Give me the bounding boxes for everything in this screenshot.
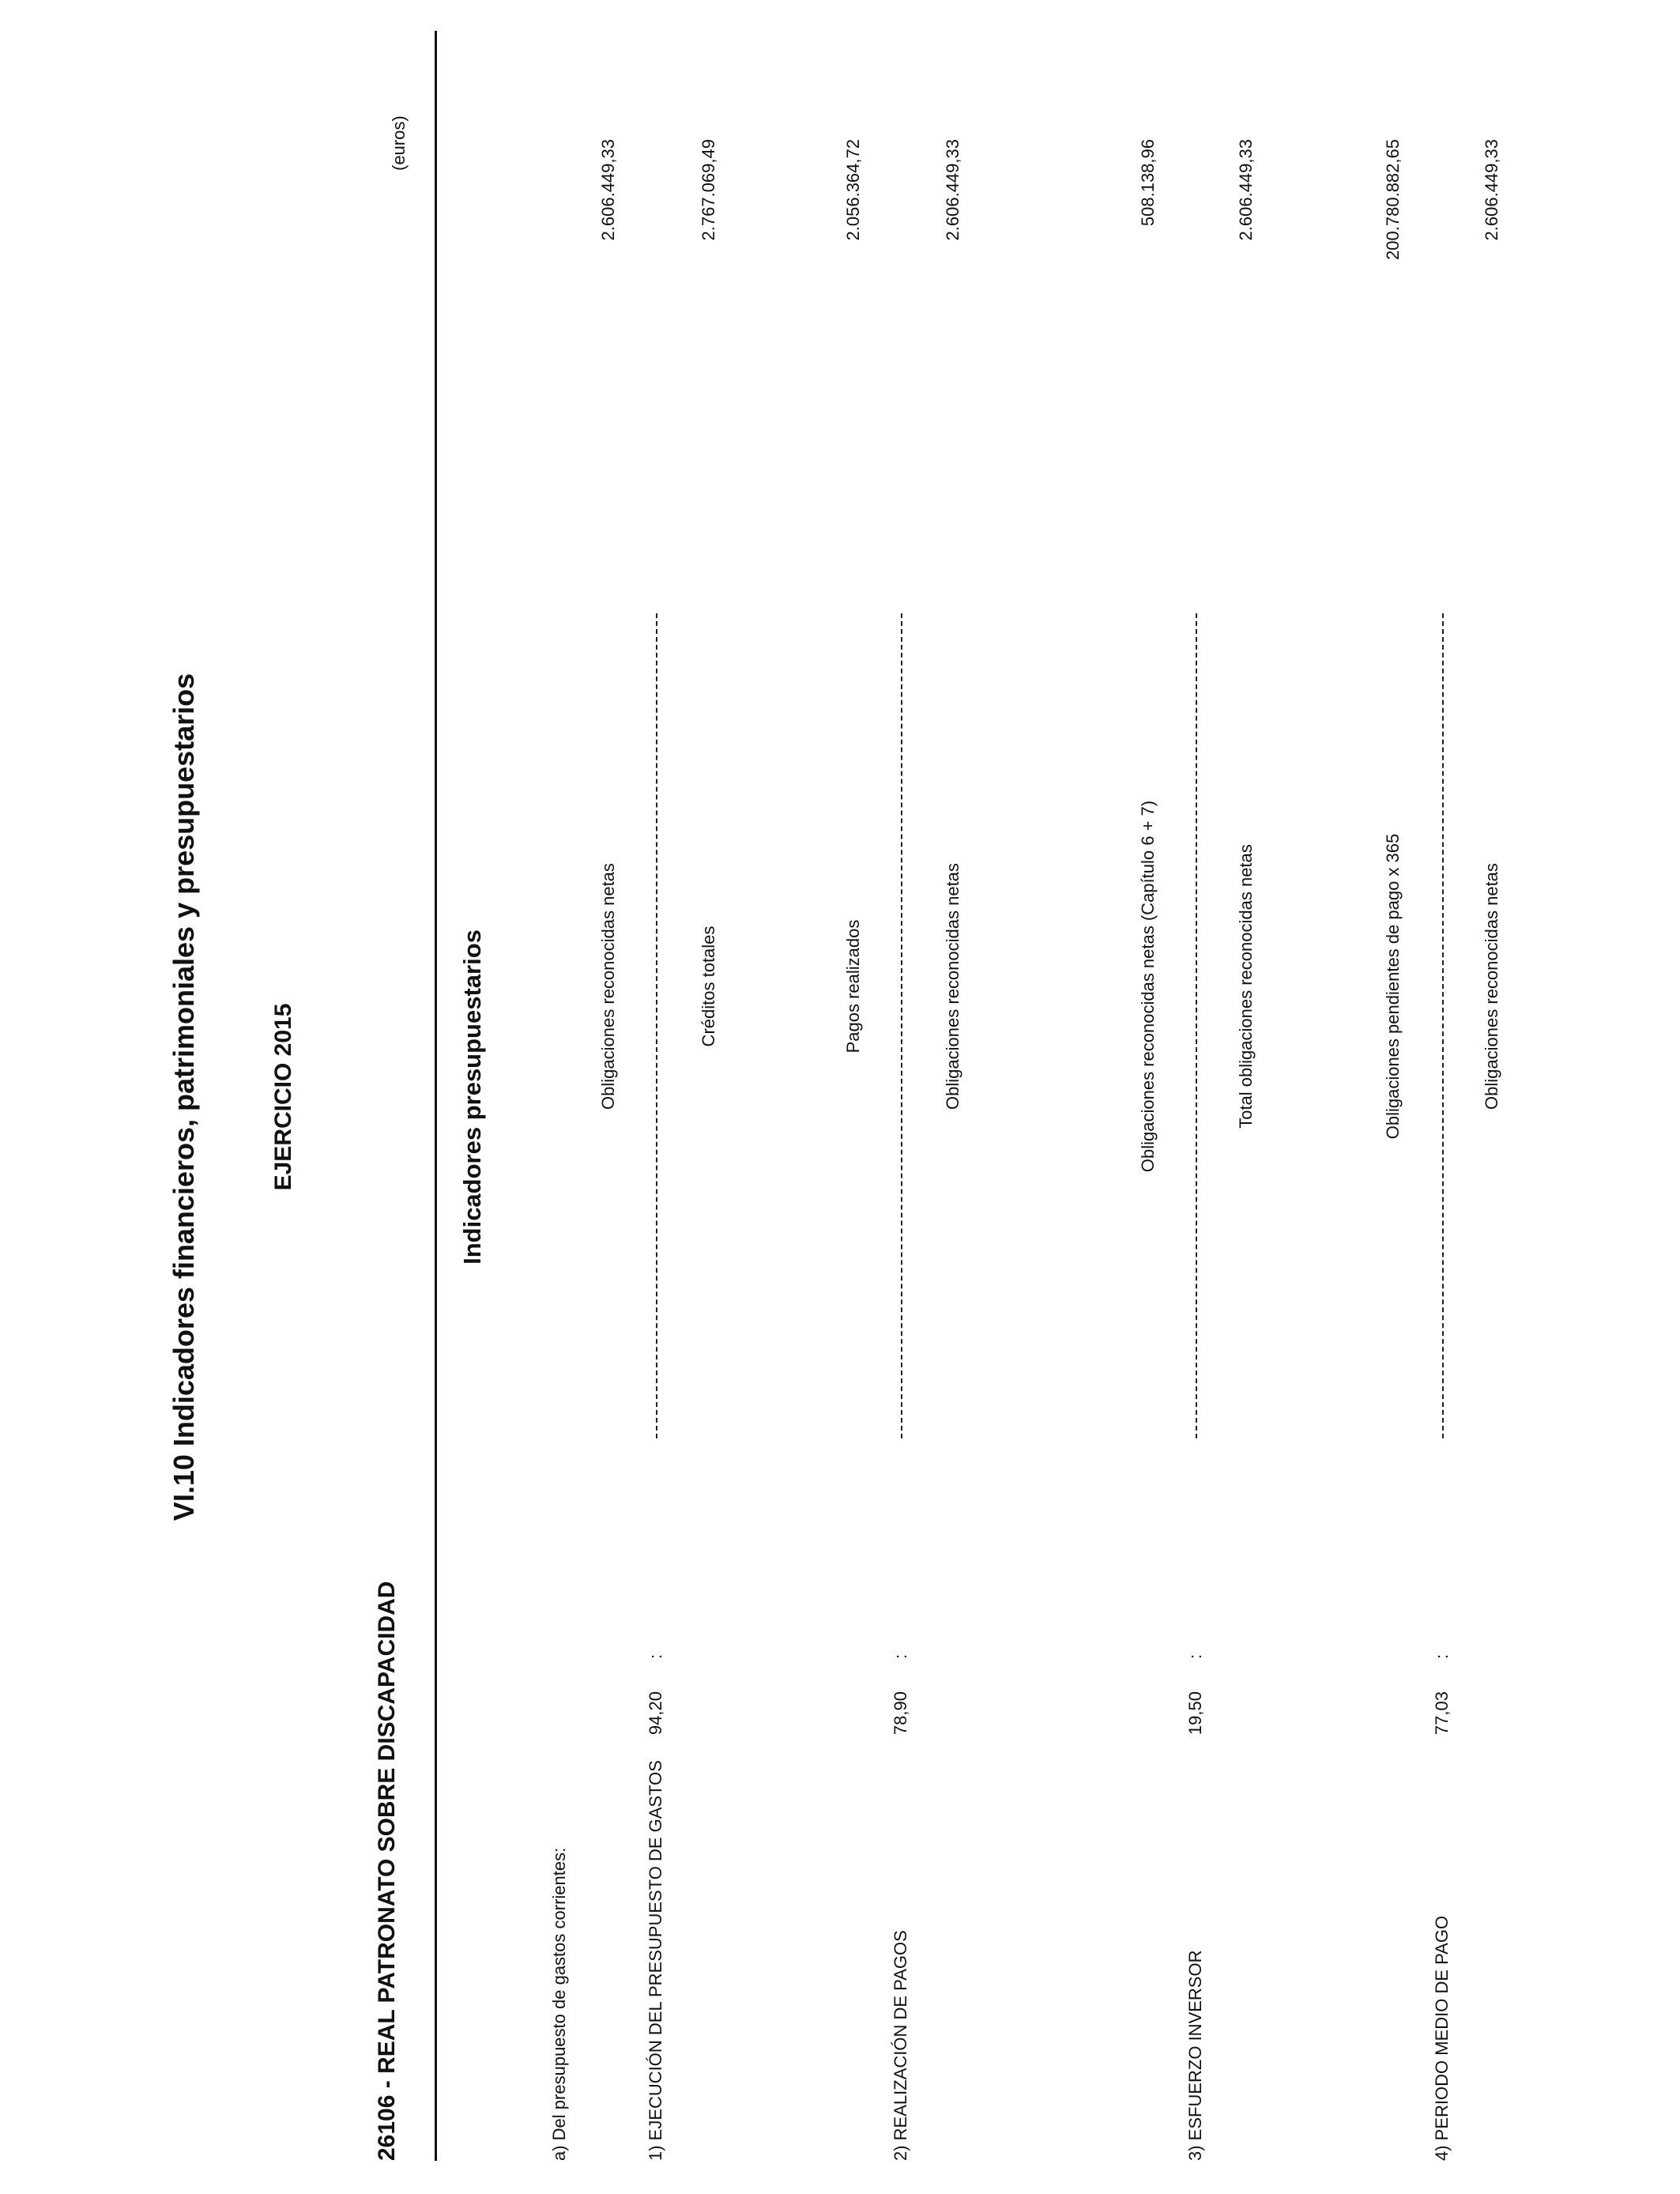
- numerator-amount: 508.138,96: [1138, 139, 1158, 227]
- indicator-label: 4) PERIODO MEDIO DE PAGO: [1432, 1915, 1452, 2161]
- report-title: VI.10 Indicadores financieros, patrimoniales y presupuestarios: [168, 673, 200, 1521]
- numerator-label: Pagos realizados: [843, 919, 863, 1054]
- indicator-colon: :: [1432, 1653, 1452, 1659]
- indicator-value: 94,20: [646, 1691, 665, 1736]
- fiscal-year: EJERCICIO 2015: [270, 1003, 296, 1191]
- entity-name: 26106 - REAL PATRONATO SOBRE DISCAPACIDAD: [374, 1581, 400, 2161]
- numerator-amount: 200.780.882,65: [1383, 139, 1403, 260]
- indicator-label: 3) ESFUERZO INVERSOR: [1185, 1950, 1205, 2161]
- numerator-amount: 2.056.364,72: [843, 139, 863, 241]
- header-rule: [435, 31, 437, 2161]
- denominator-amount: 2.606.449,33: [1236, 139, 1256, 241]
- denominator-label: Total obligaciones reconocidas netas: [1236, 844, 1256, 1129]
- section-intro: a) Del presupuesto de gastos corrientes:: [549, 1847, 569, 2161]
- denominator-label: Créditos totales: [699, 925, 718, 1047]
- fraction-line: [1196, 613, 1197, 1438]
- indicator-value: 19,50: [1185, 1691, 1205, 1736]
- denominator-amount: 2.767.069,49: [699, 139, 718, 241]
- indicator-label: 1) EJECUCIÓN DEL PRESUPUESTO DE GASTOS: [646, 1760, 665, 2161]
- numerator-amount: 2.606.449,33: [598, 139, 618, 241]
- indicator-colon: :: [646, 1653, 665, 1659]
- indicator-colon: :: [891, 1653, 910, 1659]
- denominator-amount: 2.606.449,33: [1482, 139, 1501, 241]
- numerator-label: Obligaciones pendientes de pago x 365: [1383, 833, 1403, 1140]
- indicator-colon: :: [1185, 1653, 1205, 1659]
- currency-note: (euros): [389, 115, 409, 171]
- indicator-value: 78,90: [891, 1691, 910, 1736]
- numerator-label: Obligaciones reconocidas netas (Capítulo 6 + 7): [1138, 800, 1158, 1173]
- denominator-label: Obligaciones reconocidas netas: [1482, 863, 1501, 1110]
- fraction-line: [901, 613, 902, 1438]
- section-title: Indicadores presupuestarios: [458, 929, 486, 1265]
- denominator-label: Obligaciones reconocidas netas: [943, 863, 962, 1110]
- denominator-amount: 2.606.449,33: [943, 139, 962, 241]
- numerator-label: Obligaciones reconocidas netas: [598, 863, 618, 1110]
- indicator-value: 77,03: [1432, 1691, 1452, 1736]
- fraction-line: [656, 613, 657, 1438]
- fraction-line: [1442, 613, 1444, 1438]
- indicator-label: 2) REALIZACIÓN DE PAGOS: [891, 1930, 910, 2161]
